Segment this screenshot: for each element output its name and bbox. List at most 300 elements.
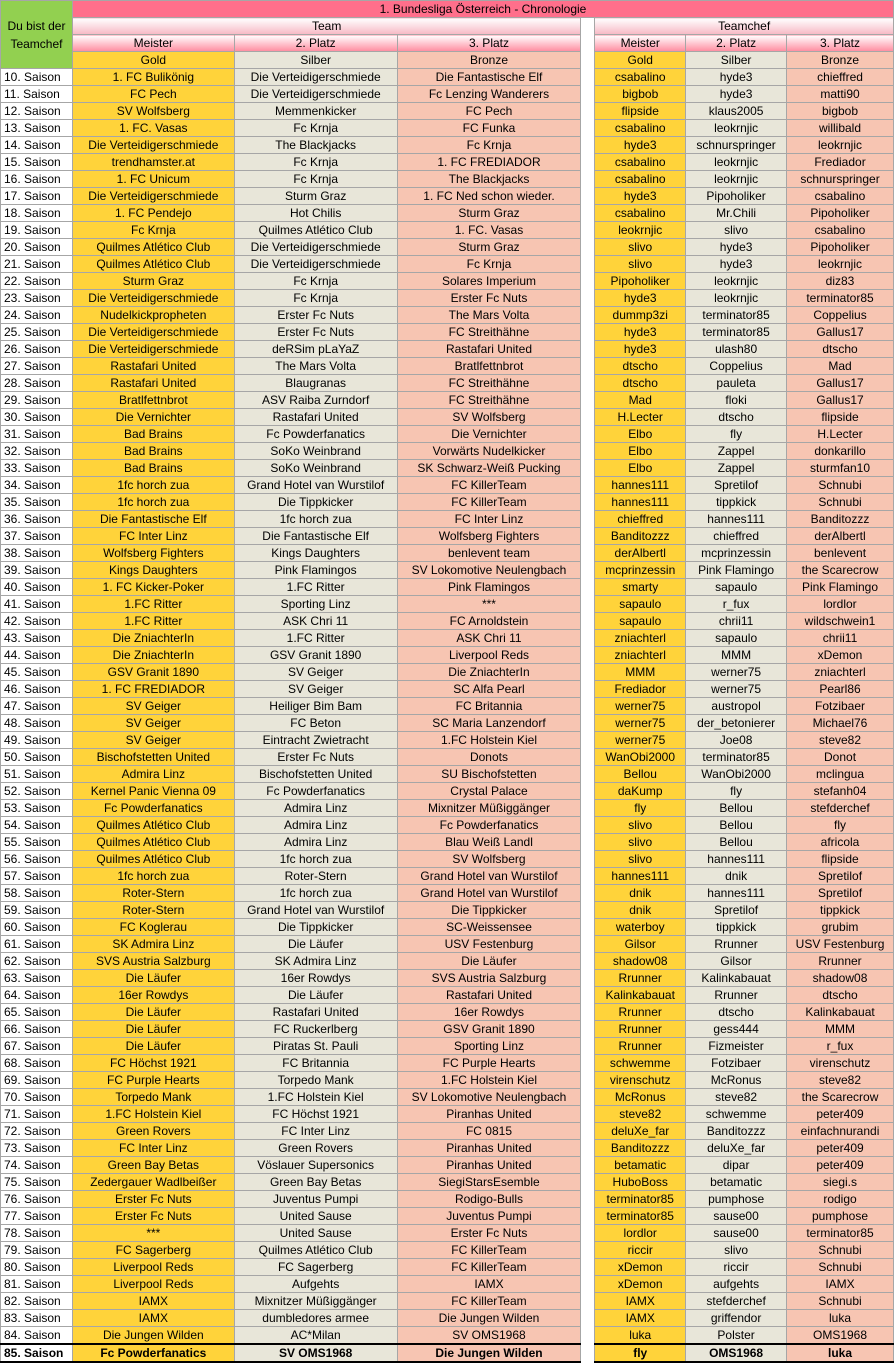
team-3platz-cell: SV Wolfsberg	[397, 851, 581, 868]
team-3platz-cell: Die Läufer	[397, 953, 581, 970]
column-gap	[581, 1072, 595, 1089]
team-2platz-cell: FC Sagerberg	[234, 1259, 397, 1276]
chef-3platz-cell: tippkick	[787, 902, 894, 919]
team-3platz-cell: Rodigo-Bulls	[397, 1191, 581, 1208]
season-cell: 25. Saison	[1, 324, 73, 341]
season-cell: 32. Saison	[1, 443, 73, 460]
table-row	[1, 953, 894, 970]
team-meister-cell: Sturm Graz	[72, 273, 234, 290]
team-2platz-cell: SV Geiger	[234, 664, 397, 681]
team-3platz-cell: Rastafari United	[397, 341, 581, 358]
column-gap	[581, 800, 595, 817]
team-2platz-cell: Die Verteidigerschmiede	[234, 239, 397, 256]
column-gap	[581, 630, 595, 647]
team-3platz-cell: Die Jungen Wilden	[397, 1344, 581, 1362]
chef-2platz-cell: McRonus	[686, 1072, 787, 1089]
team-3platz-cell: SV OMS1968	[397, 1327, 581, 1345]
team-3platz-cell: FC KillerTeam	[397, 494, 581, 511]
team-meister-cell: IAMX	[72, 1293, 234, 1310]
column-gap	[581, 171, 595, 188]
chef-3platz-cell: r_fux	[787, 1038, 894, 1055]
season-cell: 11. Saison	[1, 86, 73, 103]
team-3platz-cell: 1. FC Ned schon wieder.	[397, 188, 581, 205]
team-meister-cell: SV Geiger	[72, 698, 234, 715]
chef-3platz-cell: chieffred	[787, 69, 894, 86]
table-row	[1, 1072, 894, 1089]
team-3platz-cell: ***	[397, 596, 581, 613]
chef-3platz-cell: peter409	[787, 1106, 894, 1123]
chef-3platz-cell: siegi.s	[787, 1174, 894, 1191]
chef-meister-cell: slivo	[595, 834, 686, 851]
table-row	[1, 1157, 894, 1174]
table-row	[1, 1106, 894, 1123]
chef-meister-cell: werner75	[595, 715, 686, 732]
column-gap	[581, 358, 595, 375]
column-gap	[581, 1004, 595, 1021]
team-3platz-cell: Piranhas United	[397, 1106, 581, 1123]
team-meister-cell: Quilmes Atlético Club	[72, 239, 234, 256]
team-3platz-cell: FC Inter Linz	[397, 511, 581, 528]
team-2platz-cell: Hot Chilis	[234, 205, 397, 222]
table-row	[1, 885, 894, 902]
chef-2platz-cell: stefderchef	[686, 1293, 787, 1310]
table-row	[1, 970, 894, 987]
chef-3platz-cell: dtscho	[787, 341, 894, 358]
column-gap	[581, 902, 595, 919]
column-gap	[581, 205, 595, 222]
chef-3platz-cell: stefanh04	[787, 783, 894, 800]
team-3platz-cell: 1.FC Holstein Kiel	[397, 1072, 581, 1089]
column-gap	[581, 1055, 595, 1072]
team-3platz-cell: FC KillerTeam	[397, 1242, 581, 1259]
chef-meister-cell: luka	[595, 1327, 686, 1345]
team-meister-cell: Die Läufer	[72, 1021, 234, 1038]
table-row	[1, 545, 894, 562]
team-2platz-cell: Torpedo Mank	[234, 1072, 397, 1089]
column-gap	[581, 868, 595, 885]
team-meister-cell: Fc Powderfanatics	[72, 800, 234, 817]
table-row	[1, 1055, 894, 1072]
chef-meister-cell: csabalino	[595, 171, 686, 188]
chef-2platz-cell: hyde3	[686, 256, 787, 273]
table-row	[1, 630, 894, 647]
team-meister-cell: SV Geiger	[72, 715, 234, 732]
chef-meister-cell: Rrunner	[595, 970, 686, 987]
chef-3platz-cell: IAMX	[787, 1276, 894, 1293]
table-row	[1, 919, 894, 936]
column-gap	[581, 1276, 595, 1293]
column-gap	[581, 460, 595, 477]
team-2platz-header: 2. Platz	[234, 35, 397, 52]
team-meister-cell: Die Läufer	[72, 1004, 234, 1021]
season-cell: 37. Saison	[1, 528, 73, 545]
season-cell: 64. Saison	[1, 987, 73, 1004]
team-bronze-header: Bronze	[397, 52, 581, 69]
chef-2platz-cell: pauleta	[686, 375, 787, 392]
team-meister-cell: 1.FC Ritter	[72, 613, 234, 630]
season-cell: 82. Saison	[1, 1293, 73, 1310]
season-cell: 73. Saison	[1, 1140, 73, 1157]
season-cell: 31. Saison	[1, 426, 73, 443]
season-cell: 40. Saison	[1, 579, 73, 596]
season-cell: 81. Saison	[1, 1276, 73, 1293]
column-gap	[581, 1089, 595, 1106]
team-meister-header: Meister	[72, 35, 234, 52]
team-3platz-cell: GSV Granit 1890	[397, 1021, 581, 1038]
season-cell: 22. Saison	[1, 273, 73, 290]
team-meister-cell: 1fc horch zua	[72, 868, 234, 885]
team-2platz-cell: SK Admira Linz	[234, 953, 397, 970]
team-3platz-cell: Sturm Graz	[397, 205, 581, 222]
team-meister-cell: Admira Linz	[72, 766, 234, 783]
season-cell: 41. Saison	[1, 596, 73, 613]
chef-meister-cell: riccir	[595, 1242, 686, 1259]
column-gap	[581, 239, 595, 256]
season-cell: 74. Saison	[1, 1157, 73, 1174]
chef-meister-cell: terminator85	[595, 1208, 686, 1225]
chef-3platz-cell: Schnubi	[787, 477, 894, 494]
group-team-header: Team	[72, 18, 580, 35]
team-meister-cell: Liverpool Reds	[72, 1276, 234, 1293]
team-2platz-cell: 1.FC Holstein Kiel	[234, 1089, 397, 1106]
chef-3platz-cell: leokrnjic	[787, 137, 894, 154]
column-gap	[581, 562, 595, 579]
season-cell: 24. Saison	[1, 307, 73, 324]
team-meister-cell: FC Inter Linz	[72, 528, 234, 545]
table-row	[1, 596, 894, 613]
table-row	[1, 154, 894, 171]
team-3platz-cell: USV Festenburg	[397, 936, 581, 953]
team-3platz-cell: Solares Imperium	[397, 273, 581, 290]
column-gap	[581, 86, 595, 103]
team-2platz-cell: Roter-Stern	[234, 868, 397, 885]
chef-2platz-cell: fly	[686, 783, 787, 800]
column-gap	[581, 154, 595, 171]
column-gap	[581, 1174, 595, 1191]
team-meister-cell: Die Verteidigerschmiede	[72, 137, 234, 154]
season-cell: 52. Saison	[1, 783, 73, 800]
chef-3platz-cell: chrii11	[787, 630, 894, 647]
table-row	[1, 239, 894, 256]
chef-3platz-cell: Gallus17	[787, 324, 894, 341]
chef-2platz-cell: dtscho	[686, 409, 787, 426]
table-row	[1, 715, 894, 732]
team-2platz-cell: GSV Granit 1890	[234, 647, 397, 664]
team-2platz-cell: SV Geiger	[234, 681, 397, 698]
season-cell: 85. Saison	[1, 1344, 73, 1362]
season-cell: 50. Saison	[1, 749, 73, 766]
season-cell: 70. Saison	[1, 1089, 73, 1106]
table-row	[1, 732, 894, 749]
chef-meister-cell: Banditozzz	[595, 1140, 686, 1157]
chef-2platz-cell: chieffred	[686, 528, 787, 545]
team-2platz-cell: Kings Daughters	[234, 545, 397, 562]
team-2platz-cell: 1fc horch zua	[234, 511, 397, 528]
column-gap	[581, 443, 595, 460]
chef-2platz-cell: floki	[686, 392, 787, 409]
chef-3platz-cell: matti90	[787, 86, 894, 103]
chef-2platz-cell: sause00	[686, 1208, 787, 1225]
table-row	[1, 324, 894, 341]
chef-3platz-cell: luka	[787, 1310, 894, 1327]
team-meister-cell: Die Läufer	[72, 970, 234, 987]
season-cell: 84. Saison	[1, 1327, 73, 1345]
chef-2platz-cell: fly	[686, 426, 787, 443]
team-meister-cell: Bad Brains	[72, 460, 234, 477]
chef-3platz-cell: Rrunner	[787, 953, 894, 970]
column-gap	[581, 953, 595, 970]
chef-meister-cell: virenschutz	[595, 1072, 686, 1089]
column-gap	[581, 375, 595, 392]
chef-3platz-cell: Mad	[787, 358, 894, 375]
team-3platz-cell: Piranhas United	[397, 1157, 581, 1174]
team-meister-cell: 1. FC Unicum	[72, 171, 234, 188]
column-gap	[581, 1242, 595, 1259]
team-3platz-cell: FC Arnoldstein	[397, 613, 581, 630]
chef-2platz-cell: ulash80	[686, 341, 787, 358]
team-3platz-cell: Erster Fc Nuts	[397, 1225, 581, 1242]
chef-2platz-cell: dipar	[686, 1157, 787, 1174]
chef-3platz-cell: flipside	[787, 851, 894, 868]
chef-meister-cell: csabalino	[595, 154, 686, 171]
team-meister-cell: GSV Granit 1890	[72, 664, 234, 681]
chef-2platz-cell: Pipoholiker	[686, 188, 787, 205]
season-cell: 48. Saison	[1, 715, 73, 732]
column-gap	[581, 1293, 595, 1310]
team-2platz-cell: Fc Krnja	[234, 120, 397, 137]
chef-2platz-cell: schnurspringer	[686, 137, 787, 154]
season-cell: 83. Saison	[1, 1310, 73, 1327]
chef-bronze-header: Bronze	[787, 52, 894, 69]
table-row	[1, 358, 894, 375]
team-meister-cell: Die ZniachterIn	[72, 647, 234, 664]
chef-meister-cell: mcprinzessin	[595, 562, 686, 579]
team-3platz-cell: FC Pech	[397, 103, 581, 120]
team-2platz-cell: Eintracht Zwietracht	[234, 732, 397, 749]
team-2platz-cell: Pink Flamingos	[234, 562, 397, 579]
chef-meister-cell: dummp3zi	[595, 307, 686, 324]
column-gap	[581, 1327, 595, 1345]
column-gap	[581, 120, 595, 137]
chef-meister-cell: dtscho	[595, 358, 686, 375]
team-3platz-cell: Erster Fc Nuts	[397, 290, 581, 307]
season-cell: 57. Saison	[1, 868, 73, 885]
column-gap	[581, 290, 595, 307]
team-meister-cell: trendhamster.at	[72, 154, 234, 171]
chef-3platz-cell: steve82	[787, 732, 894, 749]
table-row	[1, 222, 894, 239]
column-gap	[581, 545, 595, 562]
column-gap	[581, 1310, 595, 1327]
team-meister-cell: Fc Powderfanatics	[72, 1344, 234, 1362]
column-gap	[581, 647, 595, 664]
table-row	[1, 188, 894, 205]
team-meister-cell: Die Verteidigerschmiede	[72, 290, 234, 307]
team-2platz-cell: Fc Krnja	[234, 154, 397, 171]
team-meister-cell: Quilmes Atlético Club	[72, 851, 234, 868]
season-cell: 14. Saison	[1, 137, 73, 154]
team-2platz-cell: Die Verteidigerschmiede	[234, 69, 397, 86]
team-meister-cell: SVS Austria Salzburg	[72, 953, 234, 970]
team-2platz-cell: Die Verteidigerschmiede	[234, 86, 397, 103]
column-gap	[581, 1106, 595, 1123]
chef-meister-cell: Rrunner	[595, 1021, 686, 1038]
chef-meister-cell: Gilsor	[595, 936, 686, 953]
chef-meister-cell: WanObi2000	[595, 749, 686, 766]
team-3platz-cell: Fc Krnja	[397, 256, 581, 273]
chef-2platz-cell: leokrnjic	[686, 171, 787, 188]
chef-2platz-cell: riccir	[686, 1259, 787, 1276]
table-row	[1, 273, 894, 290]
team-3platz-cell: FC KillerTeam	[397, 1293, 581, 1310]
chef-2platz-cell: OMS1968	[686, 1344, 787, 1362]
chef-3platz-cell: Pipoholiker	[787, 205, 894, 222]
chef-2platz-cell: Mr.Chili	[686, 205, 787, 222]
team-meister-cell: Die Fantastische Elf	[72, 511, 234, 528]
chef-3platz-cell: Spretilof	[787, 885, 894, 902]
team-meister-cell: Die Läufer	[72, 1038, 234, 1055]
team-2platz-cell: Vöslauer Supersonics	[234, 1157, 397, 1174]
team-2platz-cell: Erster Fc Nuts	[234, 324, 397, 341]
team-3platz-cell: SC Alfa Pearl	[397, 681, 581, 698]
team-3platz-cell: SV Lokomotive Neulengbach	[397, 1089, 581, 1106]
team-gold-header: Gold	[72, 52, 234, 69]
team-meister-cell: 1fc horch zua	[72, 477, 234, 494]
table-row	[1, 1344, 894, 1362]
team-meister-cell: FC Pech	[72, 86, 234, 103]
table-row	[1, 681, 894, 698]
team-2platz-cell: The Mars Volta	[234, 358, 397, 375]
team-3platz-cell: Grand Hotel van Wurstilof	[397, 868, 581, 885]
team-2platz-cell: ASK Chri 11	[234, 613, 397, 630]
team-3platz-cell: SU Bischofstetten	[397, 766, 581, 783]
season-cell: 46. Saison	[1, 681, 73, 698]
chef-2platz-cell: betamatic	[686, 1174, 787, 1191]
team-2platz-cell: Rastafari United	[234, 1004, 397, 1021]
season-cell: 77. Saison	[1, 1208, 73, 1225]
table-row	[1, 1208, 894, 1225]
column-gap	[581, 919, 595, 936]
team-3platz-cell: The Blackjacks	[397, 171, 581, 188]
team-meister-cell: 1fc horch zua	[72, 494, 234, 511]
chef-3platz-cell: the Scarecrow	[787, 562, 894, 579]
team-meister-cell: Roter-Stern	[72, 902, 234, 919]
chef-3platz-cell: Coppelius	[787, 307, 894, 324]
team-2platz-cell: Admira Linz	[234, 834, 397, 851]
team-3platz-cell: Die ZniachterIn	[397, 664, 581, 681]
team-meister-cell: Liverpool Reds	[72, 1259, 234, 1276]
column-gap	[581, 749, 595, 766]
team-3platz-cell: 16er Rowdys	[397, 1004, 581, 1021]
team-meister-cell: Torpedo Mank	[72, 1089, 234, 1106]
chef-3platz-cell: mclingua	[787, 766, 894, 783]
chef-meister-cell: lordlor	[595, 1225, 686, 1242]
team-meister-cell: Green Rovers	[72, 1123, 234, 1140]
table-row	[1, 392, 894, 409]
team-meister-cell: Die ZniachterIn	[72, 630, 234, 647]
season-cell: 68. Saison	[1, 1055, 73, 1072]
table-row	[1, 766, 894, 783]
team-3platz-cell: Sporting Linz	[397, 1038, 581, 1055]
season-cell: 23. Saison	[1, 290, 73, 307]
chef-2platz-cell: Fizmeister	[686, 1038, 787, 1055]
team-meister-cell: Green Bay Betas	[72, 1157, 234, 1174]
chef-2platz-cell: Coppelius	[686, 358, 787, 375]
season-cell: 79. Saison	[1, 1242, 73, 1259]
chef-3platz-cell: shadow08	[787, 970, 894, 987]
season-cell: 20. Saison	[1, 239, 73, 256]
chef-meister-cell: flipside	[595, 103, 686, 120]
table-row	[1, 86, 894, 103]
team-2platz-cell: Blaugranas	[234, 375, 397, 392]
chef-3platz-cell: USV Festenburg	[787, 936, 894, 953]
chef-meister-cell: steve82	[595, 1106, 686, 1123]
chef-3platz-cell: peter409	[787, 1140, 894, 1157]
chef-meister-cell: chieffred	[595, 511, 686, 528]
team-3platz-cell: Sturm Graz	[397, 239, 581, 256]
season-cell: 38. Saison	[1, 545, 73, 562]
chef-meister-cell: Rrunner	[595, 1004, 686, 1021]
team-meister-cell: 16er Rowdys	[72, 987, 234, 1004]
chef-2platz-cell: sause00	[686, 1225, 787, 1242]
chef-meister-cell: Elbo	[595, 443, 686, 460]
season-cell: 19. Saison	[1, 222, 73, 239]
chef-2platz-cell: hyde3	[686, 239, 787, 256]
chef-2platz-cell: griffendor	[686, 1310, 787, 1327]
season-cell: 26. Saison	[1, 341, 73, 358]
chef-2platz-cell: Bellou	[686, 800, 787, 817]
chef-meister-cell: Kalinkabauat	[595, 987, 686, 1004]
chef-3platz-cell: wildschwein1	[787, 613, 894, 630]
chef-meister-cell: xDemon	[595, 1259, 686, 1276]
team-3platz-cell: Vorwärts Nudelkicker	[397, 443, 581, 460]
chef-3platz-cell: Kalinkabauat	[787, 1004, 894, 1021]
season-cell: 29. Saison	[1, 392, 73, 409]
team-meister-cell: FC Höchst 1921	[72, 1055, 234, 1072]
team-2platz-cell: Die Tippkicker	[234, 919, 397, 936]
season-cell: 10. Saison	[1, 69, 73, 86]
chef-2platz-cell: slivo	[686, 1242, 787, 1259]
chef-2platz-cell: Fotzibaer	[686, 1055, 787, 1072]
season-rows	[1, 69, 894, 1363]
corner-label: Du bist der Teamchef	[1, 1, 73, 69]
chef-meister-cell: slivo	[595, 851, 686, 868]
chef-meister-cell: hyde3	[595, 324, 686, 341]
team-2platz-cell: Die Fantastische Elf	[234, 528, 397, 545]
column-gap	[581, 18, 595, 69]
team-2platz-cell: 1.FC Ritter	[234, 630, 397, 647]
team-2platz-cell: AC*Milan	[234, 1327, 397, 1345]
chef-3platz-cell: bigbob	[787, 103, 894, 120]
column-gap	[581, 1140, 595, 1157]
team-meister-cell: Kings Daughters	[72, 562, 234, 579]
chef-meister-header: Meister	[595, 35, 686, 52]
team-3platz-cell: 1. FC FREDIADOR	[397, 154, 581, 171]
column-gap	[581, 273, 595, 290]
table-row	[1, 1225, 894, 1242]
chef-meister-cell: IAMX	[595, 1310, 686, 1327]
team-2platz-cell: FC Höchst 1921	[234, 1106, 397, 1123]
table-row	[1, 528, 894, 545]
table-row	[1, 817, 894, 834]
team-3platz-cell: Liverpool Reds	[397, 647, 581, 664]
column-gap	[581, 324, 595, 341]
chef-3platz-cell: Pearl86	[787, 681, 894, 698]
chef-2platz-cell: r_fux	[686, 596, 787, 613]
table-row	[1, 1123, 894, 1140]
column-gap	[581, 1344, 595, 1362]
team-2platz-cell: SV OMS1968	[234, 1344, 397, 1362]
